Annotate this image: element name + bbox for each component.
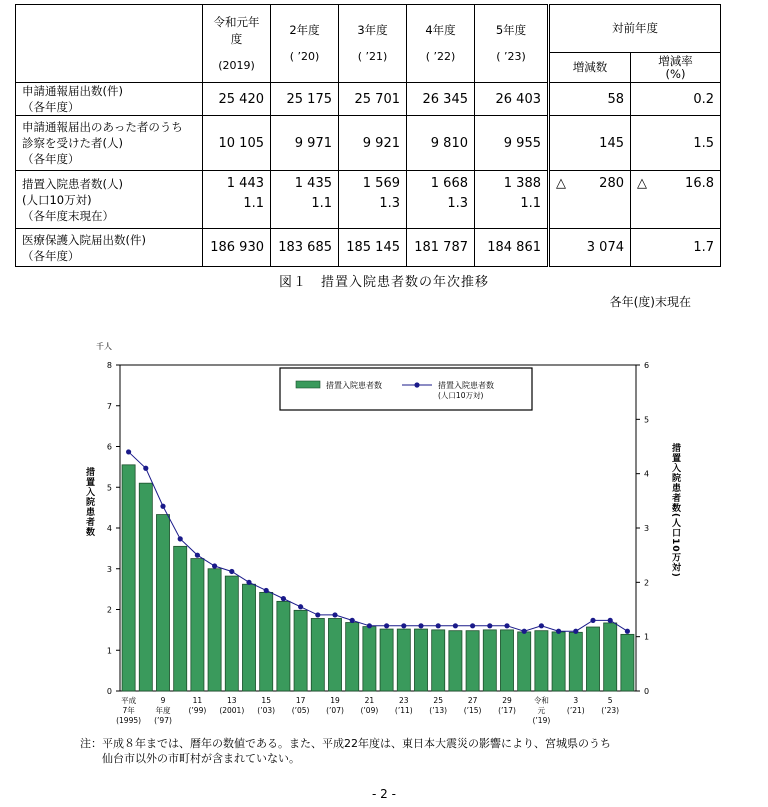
legend-box: [280, 368, 532, 410]
line-point: [522, 629, 527, 634]
x-tick-label: 25: [433, 696, 443, 705]
line-point: [212, 563, 217, 568]
table-cell: 25 175: [271, 83, 339, 116]
table-cell: 25 701: [339, 83, 407, 116]
y-tick-label: 0: [106, 687, 112, 696]
bar: [552, 632, 565, 691]
rate-cell: 0.2: [631, 83, 721, 116]
x-tick-label: 令和: [533, 696, 549, 705]
line-point: [539, 623, 544, 628]
table-cell: 1 443 1.1: [203, 171, 271, 229]
bar: [139, 483, 152, 691]
bar: [277, 601, 290, 691]
line-point: [573, 629, 578, 634]
triangle-icon: △: [637, 176, 647, 191]
table-row: [16, 229, 721, 267]
x-tick-label: (’97): [154, 716, 172, 725]
y2-tick-label: 2: [644, 578, 650, 588]
bar: [225, 576, 238, 691]
line-point: [332, 612, 337, 617]
x-tick-label: 13: [227, 696, 237, 705]
table-row: [16, 83, 721, 116]
line-point: [178, 536, 183, 541]
x-tick-label: 7年: [122, 706, 135, 715]
line-point: [264, 588, 269, 593]
table-cell: 186 930: [203, 229, 271, 267]
x-tick-label: 5: [607, 696, 613, 705]
table-cell: 9 971: [271, 116, 339, 171]
row-label: 申請通報届出のあった者のうち 診察を受けた者(人) （各年度）: [16, 116, 203, 171]
line-point: [367, 623, 372, 628]
bar: [346, 623, 359, 691]
x-tick-label: 元: [537, 706, 546, 715]
table-cell: 185 145: [339, 229, 407, 267]
header-blank-cell: [16, 5, 203, 83]
line-point: [436, 623, 441, 628]
bar: [604, 623, 617, 691]
row-label: 医療保護入院届出数(件) （各年度）: [16, 229, 203, 267]
x-tick-label: 27: [467, 696, 478, 705]
bar: [449, 631, 462, 691]
x-tick-label: (’07): [326, 706, 344, 715]
y2-tick-label: 0: [644, 687, 650, 696]
x-tick-label: (’99): [188, 706, 207, 715]
diff-cell: 145: [549, 116, 631, 171]
bar: [328, 618, 341, 691]
footnote: [80, 736, 680, 766]
bar: [414, 629, 427, 691]
table-row: [16, 116, 721, 171]
y-tick-label: 2: [106, 605, 112, 615]
line-point: [487, 623, 492, 628]
table-cell: 26 403: [475, 83, 549, 116]
table-cell: 25 420: [203, 83, 271, 116]
line-point: [453, 623, 458, 628]
bar: [535, 631, 548, 691]
y2-tick-label: 3: [644, 524, 650, 533]
bar: [466, 631, 479, 691]
header-year-2: 2年度 ( ’20): [271, 5, 339, 83]
legend-label: (人口10万対): [438, 391, 484, 400]
figure-subtitle: 各年(度)末現在: [609, 295, 691, 309]
row-label: 申請通報届出数(件) （各年度）: [16, 83, 203, 116]
y-axis-title: 措置入院患者数: [84, 467, 94, 537]
line-point: [556, 629, 561, 634]
y-tick-label: 5: [106, 483, 112, 493]
rate-cell: 1.7: [631, 229, 721, 267]
bar: [174, 546, 187, 691]
bar: [621, 634, 634, 691]
legend-label: 措置入院患者数: [326, 381, 382, 390]
line-point: [350, 618, 355, 623]
bar: [294, 610, 307, 691]
table-cell: 184 861: [475, 229, 549, 267]
table-cell: 9 810: [407, 116, 475, 171]
table-cell: 9 921: [339, 116, 407, 171]
bar: [156, 515, 169, 691]
bar: [397, 629, 410, 691]
header-compare: 対前年度: [549, 5, 721, 53]
bar: [586, 627, 599, 691]
bar: [432, 630, 445, 691]
x-tick-label: (’17): [498, 706, 516, 715]
diff-cell: △ 280: [549, 171, 631, 229]
diff-cell: 3 074: [549, 229, 631, 267]
line-point: [246, 580, 251, 585]
table-cell: 26 345: [407, 83, 475, 116]
x-tick-label: 11: [192, 696, 203, 705]
x-tick-label: 17: [295, 696, 306, 705]
bar: [500, 630, 513, 691]
line-point: [418, 623, 423, 628]
row-label: 措置入院患者数(人) (人口10万対) （各年度末現在）: [16, 171, 203, 229]
bar: [380, 629, 393, 691]
header-diff: 増減数: [549, 53, 631, 83]
y2-tick-label: 6: [644, 361, 650, 370]
header-year-1: 令和元年度 (2019): [203, 5, 271, 83]
x-tick-label: 23: [399, 696, 409, 705]
table-cell: 1 569 1.3: [339, 171, 407, 229]
x-tick-label: (’05): [291, 706, 310, 715]
x-tick-label: 年度: [155, 706, 171, 715]
y2-tick-label: 5: [644, 415, 650, 425]
y-tick-label: 4: [106, 524, 112, 533]
bar: [569, 632, 582, 691]
y-tick-label: 1: [106, 646, 112, 656]
x-tick-label: (’21): [566, 706, 585, 715]
footnote-line: 注：平成８年までは、暦年の数値である。また、平成22年度は、東日本大震災の影響により、宮城県のうち: [80, 737, 611, 750]
x-tick-label: (’15): [463, 706, 482, 715]
table-cell: 1 668 1.3: [407, 171, 475, 229]
bar: [208, 569, 221, 691]
line-point: [160, 504, 165, 509]
page-number: - 2 -: [372, 787, 396, 801]
bar: [191, 559, 204, 691]
x-tick-label: 9: [160, 696, 166, 705]
line-point: [590, 618, 595, 623]
line-point: [504, 623, 509, 628]
y2-axis-title: 措置入院患者数(人口10万対): [670, 443, 680, 578]
triangle-icon: △: [556, 176, 566, 191]
line-point: [143, 466, 148, 471]
x-tick-label: (1995): [116, 716, 142, 725]
bar: [122, 465, 135, 691]
chart: [0, 335, 768, 735]
line-point: [608, 618, 613, 623]
rate-cell: 1.5: [631, 116, 721, 171]
x-tick-label: (’23): [601, 706, 620, 715]
x-tick-label: 3: [573, 696, 579, 705]
line-point: [298, 604, 303, 609]
bar: [483, 630, 496, 691]
bar: [363, 627, 376, 691]
table-row: [16, 171, 721, 229]
line-point: [229, 569, 234, 574]
diff-cell: 58: [549, 83, 631, 116]
footnote-line: 仙台市以外の市町村が含まれていない。: [80, 752, 300, 765]
x-tick-label: (’19): [532, 716, 551, 725]
x-tick-label: (’09): [360, 706, 379, 715]
x-tick-label: 29: [502, 696, 512, 705]
table-cell: 10 105: [203, 116, 271, 171]
x-tick-label: (2001): [219, 706, 245, 715]
x-tick-label: (’03): [257, 706, 276, 715]
legend-line-marker: [414, 382, 419, 387]
x-tick-label: 21: [364, 696, 375, 705]
y-tick-label: 8: [106, 361, 112, 370]
y-unit-label: 千人: [96, 342, 112, 351]
header-year-3: 3年度 ( ’21): [339, 5, 407, 83]
bar: [242, 584, 255, 691]
x-tick-label: 15: [261, 696, 271, 705]
x-tick-label: (’11): [394, 706, 413, 715]
x-tick-label: (’13): [429, 706, 448, 715]
header-rate: 増減率 (%): [631, 53, 721, 83]
y-tick-label: 6: [106, 442, 112, 452]
x-tick-label: 19: [330, 696, 340, 705]
line-point: [195, 553, 200, 558]
line-point: [126, 449, 131, 454]
line-point: [470, 623, 475, 628]
figure-title: 図１ 措置入院患者数の年次推移: [278, 275, 489, 290]
y-tick-label: 3: [106, 564, 112, 574]
table-cell: 1 435 1.1: [271, 171, 339, 229]
table-cell: 9 955: [475, 116, 549, 171]
bar: [311, 618, 324, 691]
header-year-5: 5年度 ( ’23): [475, 5, 549, 83]
table-header-row: [16, 5, 721, 53]
rate-cell: △ 16.8: [631, 171, 721, 229]
table-cell: 183 685: [271, 229, 339, 267]
x-tick-label: 平成: [121, 696, 137, 705]
table-cell: 1 388 1.1: [475, 171, 549, 229]
line-point: [281, 596, 286, 601]
legend-bar-swatch: [296, 381, 320, 388]
header-year-4: 4年度 ( ’22): [407, 5, 475, 83]
y2-tick-label: 4: [644, 469, 650, 479]
table-cell: 181 787: [407, 229, 475, 267]
line-point: [315, 612, 320, 617]
line-point: [384, 623, 389, 628]
legend-label: 措置入院患者数: [438, 381, 494, 390]
bar: [518, 632, 531, 691]
line-point: [625, 629, 630, 634]
bar: [260, 592, 273, 691]
y-tick-label: 7: [106, 401, 112, 411]
line-point: [401, 623, 406, 628]
statistics-table: [15, 4, 721, 267]
y2-tick-label: 1: [644, 632, 650, 642]
